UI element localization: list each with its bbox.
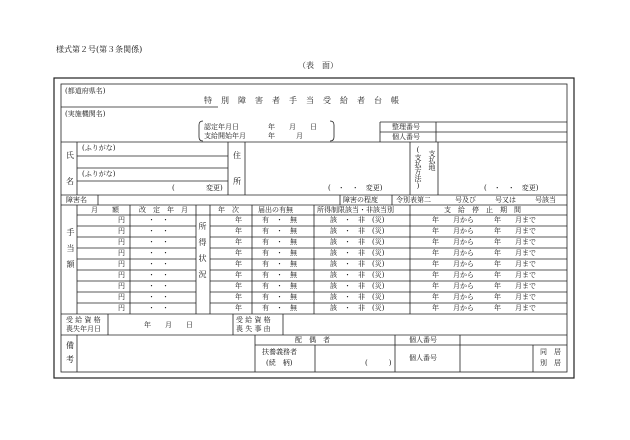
address-label-1: 住 <box>233 151 241 160</box>
row-period-from: 年 月から <box>432 293 474 301</box>
row-revision: ・ ・ <box>148 271 169 279</box>
name-label-1: 氏 <box>66 151 74 160</box>
row-limit: 該 ・ 非 (災) <box>330 227 385 235</box>
name-furigana-1: (ふりがな) <box>82 144 116 152</box>
row-amount: 円 <box>118 216 125 224</box>
row-period-from: 年 月から <box>432 216 474 224</box>
certified-date-value: 年 月 日 <box>268 123 317 131</box>
row-period-to: 年 月まで <box>494 271 536 279</box>
spouse-label: 配 偶 者 <box>295 336 330 344</box>
disability-item-label-3: 号該当 <box>535 196 556 204</box>
row-amount: 円 <box>118 238 125 246</box>
row-revision: ・ ・ <box>148 304 169 312</box>
header-month-amount: 月 額 <box>91 206 119 214</box>
row-limit: 該 ・ 非 (災) <box>330 293 385 301</box>
row-period-to: 年 月まで <box>494 249 536 257</box>
row-revision: ・ ・ <box>148 249 169 257</box>
row-limit: 該 ・ 非 (災) <box>330 282 385 290</box>
row-period-from: 年 月から <box>432 304 474 312</box>
relation-label: (続 柄) <box>266 359 293 367</box>
row-amount: 円 <box>118 282 125 290</box>
header-income-report: 届出の有無 <box>258 206 293 214</box>
row-period-from: 年 月から <box>432 238 474 246</box>
row-report: 有 ・ 無 <box>262 227 297 235</box>
remarks-label-2: 考 <box>66 355 74 364</box>
header-income-limit: 所得制限該当・非該当別 <box>317 206 394 214</box>
row-year: 年 <box>235 282 242 290</box>
row-year: 年 <box>235 216 242 224</box>
form-number: 様式第２号(第３条関係) <box>56 45 143 54</box>
disability-name-label: 障害名 <box>66 196 87 204</box>
row-period-to: 年 月まで <box>494 293 536 301</box>
side-label: （表 面） <box>298 61 338 70</box>
row-year: 年 <box>235 271 242 279</box>
disability-degree-label: 障害の程度 <box>343 196 378 204</box>
row-amount: 円 <box>118 227 125 235</box>
row-limit: 該 ・ 非 (災) <box>330 260 385 268</box>
row-year: 年 <box>235 260 242 268</box>
payment-start-label: 支給開始年月 <box>204 132 246 140</box>
personal-number-label: 個人番号 <box>392 133 420 141</box>
payment-change-note: ( ・ ・ 変更) <box>484 184 539 192</box>
row-limit: 該 ・ 非 (災) <box>330 271 385 279</box>
row-report: 有 ・ 無 <box>262 282 297 290</box>
row-amount: 円 <box>118 293 125 301</box>
row-limit: 該 ・ 非 (災) <box>330 216 385 224</box>
row-year: 年 <box>235 227 242 235</box>
name-furigana-2: (ふりがな) <box>82 170 116 178</box>
row-report: 有 ・ 無 <box>262 249 297 257</box>
row-limit: 該 ・ 非 (災) <box>330 238 385 246</box>
row-period-from: 年 月から <box>432 282 474 290</box>
row-period-to: 年 月まで <box>494 216 536 224</box>
row-period-from: 年 月から <box>432 260 474 268</box>
row-revision: ・ ・ <box>148 238 169 246</box>
allowance-side-label: 手 当 額 <box>66 228 75 268</box>
loss-date-label-1: 受 給 資 格 <box>66 316 101 324</box>
row-period-to: 年 月まで <box>494 282 536 290</box>
row-revision: ・ ・ <box>148 282 169 290</box>
row-period-from: 年 月から <box>432 249 474 257</box>
row-revision: ・ ・ <box>148 260 169 268</box>
payment-place-label: 支払地 <box>428 150 436 171</box>
row-report: 有 ・ 無 <box>262 216 297 224</box>
row-limit: 該 ・ 非 (災) <box>330 304 385 312</box>
payment-start-value: 年 月 <box>268 132 303 140</box>
header-suspension-period: 支 給 停 止 期 間 <box>444 206 521 214</box>
separate-label: 別 居 <box>540 359 561 367</box>
row-year: 年 <box>235 293 242 301</box>
row-year: 年 <box>235 304 242 312</box>
row-period-to: 年 月まで <box>494 238 536 246</box>
row-report: 有 ・ 無 <box>262 238 297 246</box>
row-revision: ・ ・ <box>148 227 169 235</box>
institution-label: (実施機関名) <box>65 110 106 118</box>
row-period-to: 年 月まで <box>494 227 536 235</box>
row-report: 有 ・ 無 <box>262 271 297 279</box>
row-revision: ・ ・ <box>148 216 169 224</box>
name-change-paren: ( <box>172 184 175 192</box>
cohabit-label: 同 居 <box>540 348 561 356</box>
address-change-note: ( ・ ・ 変更) <box>328 184 383 192</box>
row-report: 有 ・ 無 <box>262 304 297 312</box>
prefecture-label: (都道府県名) <box>65 87 106 95</box>
disability-item-label-2: 号又は <box>495 196 516 204</box>
row-amount: 円 <box>118 249 125 257</box>
disability-item-label-1: 号及び <box>455 196 476 204</box>
row-year: 年 <box>235 238 242 246</box>
reference-number-label: 整理番号 <box>392 123 420 131</box>
row-report: 有 ・ 無 <box>262 260 297 268</box>
header-revision-date: 改 定 年 月 <box>139 206 188 214</box>
spouse-personal-number-label: 個人番号 <box>409 336 437 344</box>
row-report: 有 ・ 無 <box>262 293 297 301</box>
name-change-note: 変更) <box>206 184 223 192</box>
loss-date-value: 年 月 日 <box>144 321 193 329</box>
loss-reason-label-2: 喪 失 事 由 <box>236 325 271 333</box>
payment-method-label: (支払方法) <box>414 146 422 190</box>
supporter-label: 扶養義務者 <box>262 348 297 356</box>
supporter-personal-number-label: 個人番号 <box>409 354 437 362</box>
row-amount: 円 <box>118 260 125 268</box>
row-period-to: 年 月まで <box>494 304 536 312</box>
disability-table-label: 令別表第二 <box>396 196 431 204</box>
income-side-label: 所 得 状 況 <box>198 222 207 278</box>
row-period-from: 年 月から <box>432 271 474 279</box>
ledger-title: 特 別 障 害 者 手 当 受 給 者 台 帳 <box>204 96 400 105</box>
header-year: 年 次 <box>218 206 239 214</box>
relation-value: ( ) <box>365 359 392 367</box>
row-period-to: 年 月まで <box>494 260 536 268</box>
row-period-from: 年 月から <box>432 227 474 235</box>
row-revision: ・ ・ <box>148 293 169 301</box>
certified-date-label: 認定年月日 <box>204 123 239 131</box>
name-label-2: 名 <box>66 177 74 186</box>
row-amount: 円 <box>118 304 125 312</box>
remarks-label-1: 備 <box>66 341 74 350</box>
row-amount: 円 <box>118 271 125 279</box>
address-label-2: 所 <box>233 177 241 186</box>
row-limit: 該 ・ 非 (災) <box>330 249 385 257</box>
loss-date-label-2: 喪失年月日 <box>66 325 101 333</box>
row-year: 年 <box>235 249 242 257</box>
loss-reason-label-1: 受 給 資 格 <box>236 316 271 324</box>
